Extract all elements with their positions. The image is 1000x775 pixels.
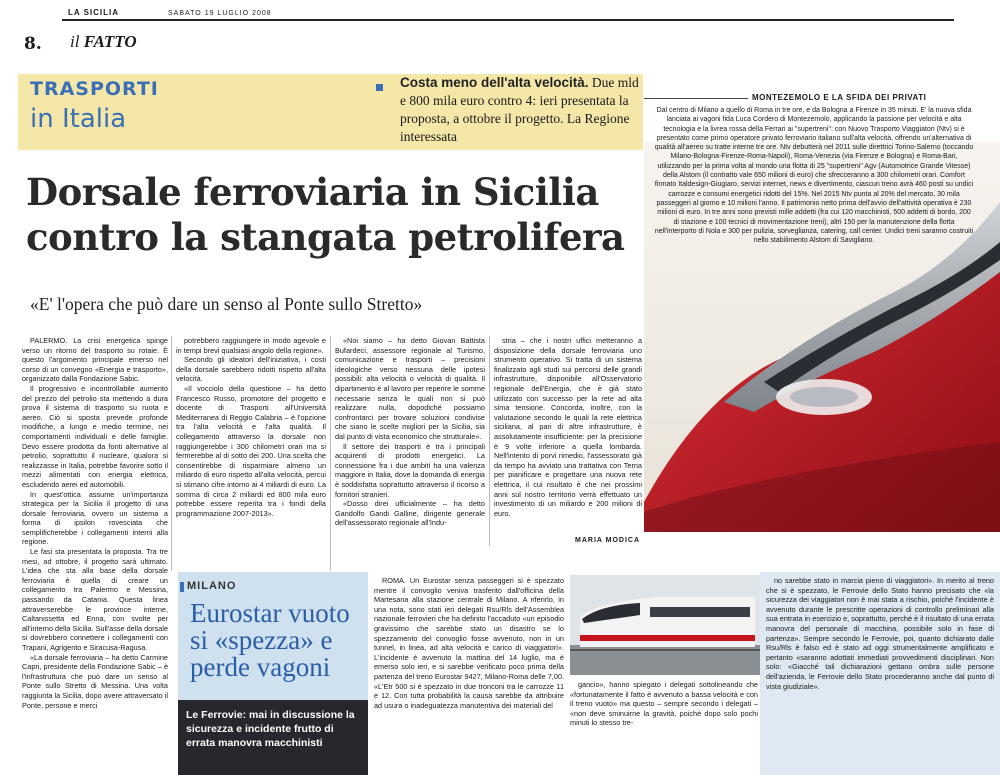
paragraph: Le fasi sta presentata la proposta. Tra tre mesi, ad ottobre, il progetto sarà ultimato. L'idea che sta alla base della dorsale ferroviaria è quella di creare un collegamento tra Palermo e Messina, passando da Catania. Questa linea attraverserebbe le province interne, Caltanissetta ed Enna, con svolte per all'interno della Sicilia. Sull'asse della dorsale si dovrebbero connettere i collegamenti con Trapani, Agrigento e Siracusa-Ragusa. [22,547,168,652]
article-column-4 [494,336,642,518]
paragraph: potrebbero raggiungere in modo agevole e in tempi brevi qualsiasi angolo della regione». [176,336,326,355]
paragraph: gancio», hanno spiegato i delegati sottolineando che «fortunatamente il fatto è avvenuto a bassa velocità e con il treno vuoto» ma questo – sempre secondo i delegati – «non deve sminuirne la gravità, poiché dopo solo pochi minuti lo stesso tre- [570,680,758,728]
teaser-text: Due mld e 800 mila euro contro 4: ieri presentata la proposta, a ottobre il progetto. La Regione interessata [400,75,639,144]
milano-column-1 [374,576,564,710]
milano-summary: Le Ferrovie: mai in discussione la sicurezza e incidente frutto di errata manovra macchinisti [186,709,355,749]
article-column-1 [22,336,168,710]
kicker-in-italia: in Italia [30,104,127,134]
sidebar-text: Dal centro di Milano a quello di Roma in tre ore, e da Bologna a Firenze in 35 minuti. E' la nuova sfida lanciata ai vagoni fida Luca Cordero di Montezemolo, applicando la passione per velocità e alta tecnologia e la livrea rossa della Ferrari ai "supertreni": con Nuovo Trasporto Viaggiatori (Ntv) si è presentato come primo operatore privato ferroviario italiano sull'alta velocità, offrendo un'alternativa di qualità all'aereo su tratte interne tre ore. Ntv debutterà nel 2011 sulle direttrici Torino-Salerno (toccando Milano-Bologna-Firenze-Roma-Napoli), Roma-Venezia (via Firenze e Bologna) e Roma-Bari, utilizzando per la prima volta al mondo una flotta di 25 "supertreni" Agv (Automotrice Grande Vitesse) della Alstom (il contratto vale 650 milioni di euro) che sfrecceranno a 300 chilometri orari. Comfort firmato Italdesign-Giugiaro, servizi internet, news e divertimento, ciascun treno avrà 460 posti su undici carrozze e consumi energetici ridotti del 15%. Nel 2015 Ntv punta al 20% del mercato, 30 mila passeggeri al giorno e 10 milioni l'anno. Il patrimonio netto prima dell'avvio dell'attività operativa è 230 milioni di euro. In tre anni sono previsti mille addetti (fra cui 120 macchinisti, 500 addetti di bordo, 200 di stazione e 100 tecnici di movimentazione treni), altri 150 per la manutenzione della flotta nell'interporto di Nola e 300 per pulizia, sorveglianza, catering, call center. Undici treni saranno costruiti nello stabilimento Alstom di Savigliano. [654,107,974,245]
paragraph: «La dorsale ferroviaria – ha detto Carmine Capri, presidente della Fondazione Sabic – è l'infrastruttura che può dare un senso al Ponte sullo Stretto di Messina. Una volta raggiunta la Sicilia, dopo avere attraversato il Ponte, persone e merci [22,652,168,710]
section-title [70,32,137,52]
paragraph: ROMA. Un Eurostar senza passeggeri si è spezzato mentre il convoglio veniva trasferito dall'officina della Martesana alla stazione centrale di Milano. A riferirlo, in una nota, sono stati ieri delegati Rsu/Rls dell'Assemblea nazionale ferrovieri che ha definito l'accaduto «un episodio gravissimo che sarebbe stato un disastro se lo spezzamento del convoglio fosse avvenuto, non in un tunnel, in linea, ad alta velocità e carico di viaggiatori». L'incidente è avvenuto la mattina del 14 luglio, ma è emerso solo ieri, e si sarebbe verificato poco prima della partenza del treno Eurostar 9427, Milano-Roma delle 7,00. «L'Etr 500 si è spezzato in due tronconi tra le carrozze 11 e 12. Con tutta probabilità la causa sarebbe da attribuire ad usura o inadeguatezza manutentiva dei materiali del [374,576,564,710]
column-rule [171,336,172,571]
milano-headline: Eurostar vuoto si «spezza» e perde vagoni [190,598,350,682]
teaser [400,74,640,146]
milano-kicker-bar [180,582,184,592]
paragraph: «Il vocciolo della questione – ha detto Francesco Russo, promotore del progetto e docente di Trasporti all'Università Mediterranea di Reggio Calabria – è l'opzione tra l'alta velocità e l'alta qualità. Il collegamento attraverso la dorsale non raggiungerebbe i 300 chilometri orari ma si fermerebbe al di sotto dei 200. Una scelta che consentirebbe di risparmiare almeno un miliardo di euro rispetto all'alta velocità, percui si stimano cifre intorno ai 4 miliardi di euro. La somma di circa 2 miliardi ed 800 mila euro potrebbe essere reperita tra i fondi della programmazione 2007-2013». [176,383,326,518]
kicker-trasporti: TRASPORTI [30,78,159,100]
milano-kicker: MILANO [187,580,237,592]
paragraph: PALERMO. La crisi energetica spinge verso un ritorno del trasporto su rotaie. È questo l'argomento principale emerso nel corso di un convegno «Energia e trasporto», organizzato dalla Fondazione Sabic. [22,336,168,384]
section-name: FATTO [83,32,137,51]
article-column-2 [176,336,326,518]
sidebar-title: MONTEZEMOLO E LA SFIDA DEI PRIVATI [752,93,927,102]
column-rule [330,336,331,571]
article-column-3 [335,336,485,528]
milano-column-2 [570,680,758,728]
paragraph: Il settore dei trasporti è tra i principali acquirenti di prodotti energetici. La connessione fra i due ambiti ha una valenza maggiore in Italia, dove la domanda di energia è soddisfatta soprattutto attraverso il ricorso a fornitori stranieri. [335,441,485,499]
page-number: 8. [24,34,42,54]
teaser-bullet-icon [376,84,383,91]
teaser-bold: Costa meno dell'alta velocità. [400,75,589,90]
column-rule [489,336,490,546]
issue-date: SABATO 19 LUGLIO 2008 [168,10,272,17]
header-rule [62,19,954,21]
eurostar-photo [570,575,760,675]
byline: MARIA MODICA [575,537,641,544]
paragraph: «Dosso direi ufficialmente – ha detto Gandolfo Gandi Galline, dirigente generale dell'assessorato regionale all'Indu- [335,499,485,528]
paragraph: Secondo gli ideatori dell'iniziativa, i costi della dorsale sarebbero ridotti rispetto all'alta velocità. [176,355,326,384]
paragraph: Il progressivo e incontrollabile aumento del prezzo del petrolio sta mettendo a dura prova il sistema di trasporto su ruota e aereo. Ciò si sposta prevede profonde modifiche, a lungo e medio termine, nei comportamenti individuali e delle famiglie. Devo essere prodotta da fonti alternative al petrolio, soprattutto il nucleare, qualora si realizzasse in Italia, potrebbe favorire sotto il mezzi alimentati con energia elettrica, escludendo aerei ed automobili. [22,383,168,489]
paragraph: «Noi siamo – ha detto Giovan Battista Bufardeci, assessore regionale al Turismo, comunicazione e trasporti – precisioni ideologiche verso nessuna delle ipotesi possibili: alta velocità o velocità di qualità. Il dipartimento è al lavoro per reperire le somme necessarie senza le quali non si può realizzare nulla, dopodiché possiamo confrontarci per trovare soluzioni condivise che siano le scelte migliori per la Sicilia, sia dal punto di vista economico che strutturale». [335,336,485,441]
sidebar-title-rule [644,98,748,99]
masthead: LA SICILIA [68,8,120,17]
paragraph: no sarebbe stato in marcia pieno di viaggiatori». In merito al treno che si è spezzato, le Ferrovie dello Stato hanno precisato che «la sicurezza dei viaggiatori non è mai stata a rischio, poiché l'incidente è avvenuto durante le prescritte operazioni di controllo preliminari alla sua entrata in esercizio e, soprattutto, perché è il risultato di una errata manovra del personale di macchina, possibile solo in fase di partenza». Sempre secondo le Ferrovie, poi, quanto dichiarato dalle Rsu/Rls è falso ed è stato ad oggi strumentalmente amplificato e pertanto «saranno adottati immediati provvedimenti disciplinari. Non solo: «Giacché tali dichiarazioni gettano ombra sulle persone dell'azienda, le Ferrovie dello Stato procederanno anche dal punto di vista giudiziale». [766,576,994,691]
section-prefix: il [70,32,84,51]
milano-column-3 [766,576,994,691]
subheadline: «E' l'opera che può dare un senso al Ponte sullo Stretto» [30,294,423,314]
paragraph: In quest'ottica assume un'importanza strategica per la Sicilia il progetto di una dorsale ferroviaria, ovvero un sistema a forma di ipsilon rovesciata che semplificherebbe i collegamenti interni alla regione. [22,489,168,547]
paragraph: stria – che i nostri uffici metteranno a disposizione della dorsale ferroviaria uno strumento operativo. Si tratta di un sistema finalizzato agli studi sui percorsi delle grandi infrastrutture, disponibile all'Osservatorio regionale dell'Energia, che è già stato utilizzato con successo per la rete ad alta sima tensione. Concorda, inoltre, con la valutazione secondo le quali la rete elettrica siciliana, al pari di altre infrastrutture, è assolutamente insufficiente: per la precisione è 9 volte inferiore a quella lombarda. Nell'intento di porvi rimedio, l'assessorato già da tempo ha avviato una trattativa con Terna per pianificare e progettare una nuova rete elettrica, il cui risultato è che nei prossimi anni sul nostro territorio verrà effettuato un investimento di un miliardo e 200 milioni di euro. [494,336,642,518]
headline: Dorsale ferroviaria in Sicilia contro la stangata petrolifera [26,170,625,259]
